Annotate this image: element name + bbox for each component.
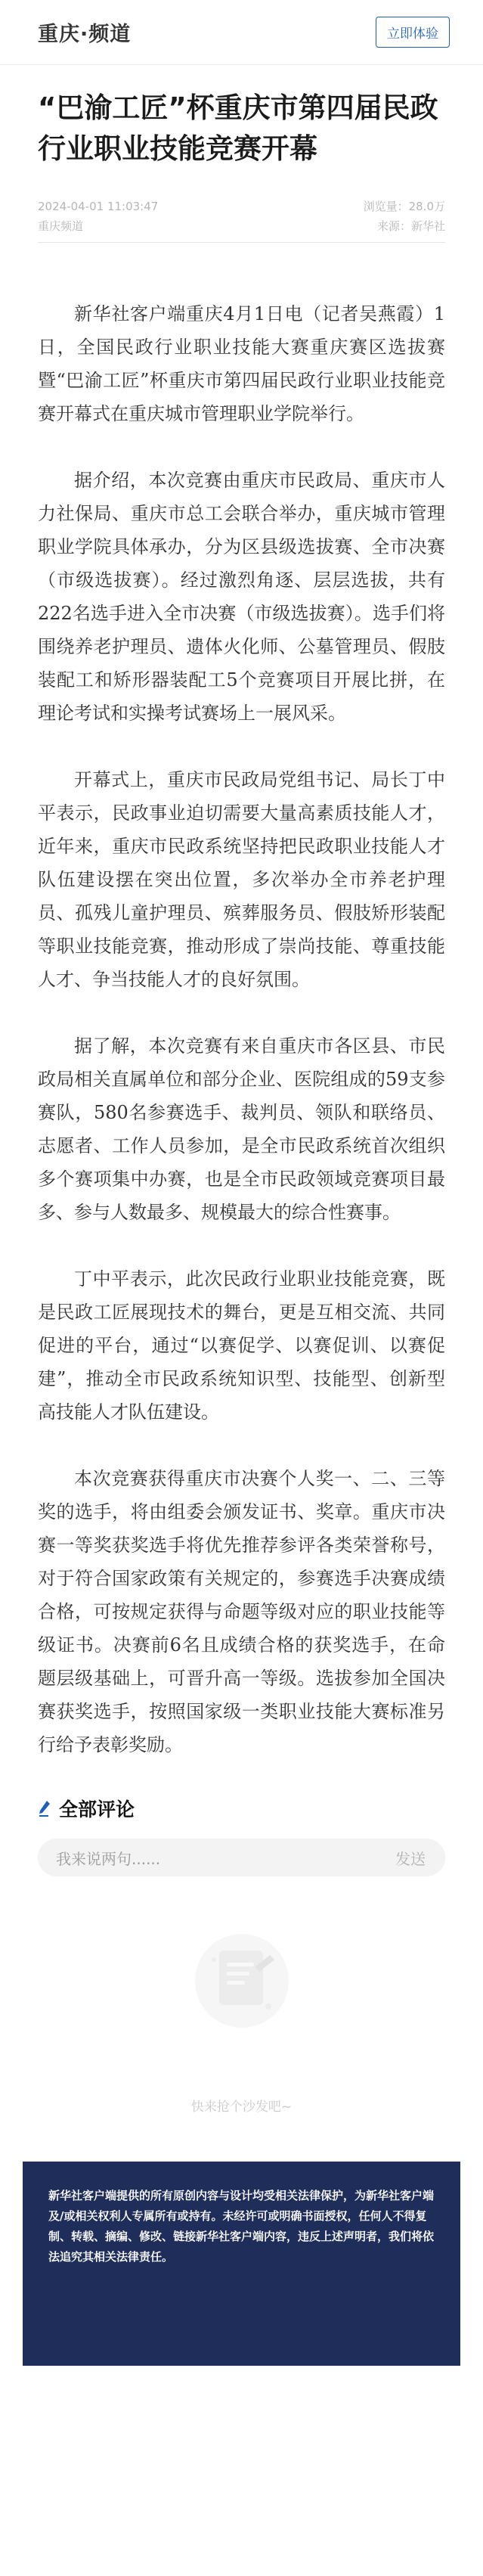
pen-icon [38,1800,51,1817]
article-title: “巴渝工匠”杯重庆市第四届民政行业职业技能竞赛开幕 [38,92,438,165]
empty-comments [0,1876,483,2103]
article-body [0,243,483,1761]
empty-comments-text: 快来抢个沙发吧~ [190,2100,293,2115]
try-now-button[interactable]: 立即体验 [376,17,450,48]
comments-title: 全部评论 [59,1799,135,1820]
paragraph: 开幕式上，重庆市民政局党组书记、局长丁中平表示，民政事业迫切需要大量高素质技能人才，近年来，重庆市民政系统坚持把民政职业技能人才队伍建设摆在突出位置，多次举办全市养老护理员、孤残儿童护理员、殡葬服务员、假肢矫形装配等职业技能竞赛，推动形成了崇尚技能、尊重技能人才、争当技能人才的良好氛围。 [38,769,445,990]
comment-input[interactable]: 我来说两句...... [56,1849,161,1868]
view-count: 浏览量：28.0万 [363,200,445,213]
channel-name: 重庆频道 [38,219,84,233]
top-bar [0,0,483,65]
paragraph: 据介绍，本次竞赛由重庆市民政局、重庆市人力社保局、重庆市总工会联合举办，重庆城市管理职业学院具体承办，分为区县级选拔赛、全市决赛（市级选拔赛）。经过激烈角逐、层层选拔，共有222名选手进入全市决赛（市级选拔赛）。选手们将围绕养老护理员、遗体火化师、公墓管理员、假肢装配工和矫形器装配工5个竞赛项目开展比拼，在理论考试和实操考试赛场上一展风采。 [38,470,445,724]
publish-datetime: 2024-04-01 11:03:47 [38,200,159,213]
paragraph: 本次竞赛获得重庆市决赛个人奖一、二、三等奖的选手，将由组委会颁发证书、奖章。重庆市决赛一等奖获奖选手将优先推荐参评各类荣誉称号，对于符合国家政策有关规定的，参赛选手决赛成绩合格，可按规定获得与命题等级对应的职业技能等级证书。决赛前6名且成绩合格的获奖选手，在命题层级基础上，可晋升高一等级。选拔参加全国决赛获奖选手，按照国家级一类职业技能大赛标准另行给予表彰奖励。 [38,1468,445,1755]
channel-brand[interactable]: 重庆·频道 [38,23,132,46]
empty-document-icon [185,1922,299,2035]
comment-input-bar[interactable] [38,1839,445,1876]
article-meta [0,197,483,243]
send-button[interactable]: 发送 [395,1849,426,1868]
paragraph: 丁中平表示，此次民政行业职业技能竞赛，既是民政工匠展现技术的舞台，更是互相交流、共同促进的平台，通过“以赛促学、以赛促训、以赛促建”，推动全市民政系统知识型、技能型、创新型高技能人才队伍建设。 [38,1268,445,1423]
article-source: 来源：新华社 [376,219,445,233]
copyright-notice: 新华社客户端提供的所有原创内容与设计均受相关法律保护，为新华社客户端及/或相关权利人专属所有或持有。未经许可或明确书面授权，任何人不得复制、转载、摘编、修改、链接新华社客户端内容，违反上述声明者，我们将依法追究其相关法律责任。 [23,2162,460,2366]
comments-header [0,1795,483,1822]
paragraph: 新华社客户端重庆4月1日电（记者吴燕霞）1日，全国民政行业职业技能大赛重庆赛区选拔赛暨“巴渝工匠”杯重庆市第四届民政行业职业技能竞赛开幕式在重庆城市管理职业学院举行。 [38,303,445,424]
paragraph: 据了解，本次竞赛有来自重庆市各区县、市民政局相关直属单位和部分企业、医院组成的59支参赛队，580名参赛选手、裁判员、领队和联络员、志愿者、工作人员参加，是全市民政系统首次组织多个赛项集中办赛，也是全市民政领域竞赛项目最多、参与人数最多、规模最大的综合性赛事。 [38,1035,445,1223]
footer [0,2162,483,2366]
